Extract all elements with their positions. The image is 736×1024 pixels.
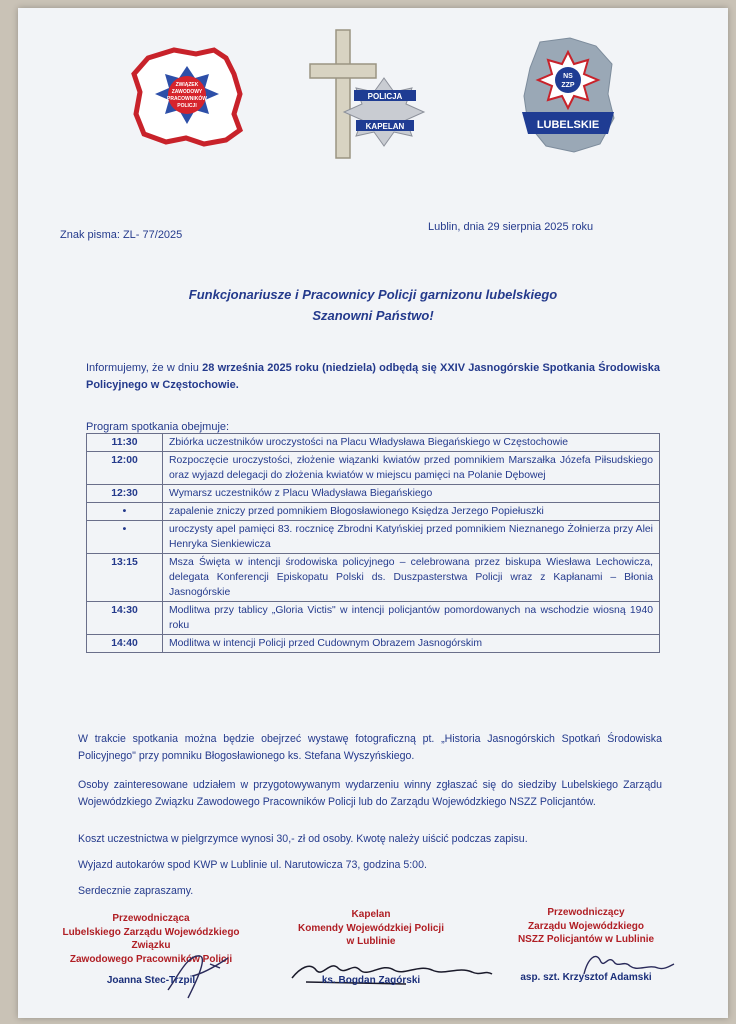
program-description: zapalenie zniczy przed pomnikiem Błogosławionego Księdza Jerzego Popiełuszki (163, 503, 660, 521)
table-row (87, 503, 660, 521)
departure-paragraph: Wyjazd autokarów spod KWP w Lublinie ul. Narutowicza 73, godzina 5:00. (78, 859, 427, 871)
program-description: Wymarsz uczestników z Placu Władysława Biegańskiego (163, 485, 660, 503)
cross-vertical-icon (336, 30, 350, 158)
closing-line: Serdecznie zapraszamy. (78, 885, 194, 897)
logo-text-line: POLICJI (177, 103, 197, 109)
program-table (86, 433, 660, 653)
cost-paragraph: Koszt uczestnictwa w pielgrzymce wynosi 30,- zł od osoby. Kwotę należy uiścić podczas zapisu. (78, 833, 528, 845)
logo-text-lubelskie: LUBELSKIE (536, 119, 600, 131)
table-row (87, 485, 660, 503)
zzpp-logo (130, 44, 246, 150)
table-row (87, 452, 660, 485)
table-row (87, 602, 660, 635)
signature-title-line: Zawodowego Pracowników Policji (69, 953, 233, 965)
program-description: Zbiórka uczestników uroczystości na Placu Władysława Biegańskiego w Częstochowie (163, 434, 660, 452)
document-page (18, 8, 728, 1018)
signatory-name-left: Joanna Stec-Trzpil (106, 975, 196, 986)
program-bullet: • (87, 503, 163, 521)
program-time: 14:40 (87, 635, 163, 653)
police-star-icon (344, 78, 424, 146)
handwritten-signature-left (158, 946, 238, 1002)
registration-paragraph: Osoby zainteresowane udziałem w przygotowywanym wydarzeniu winny zgłaszać się do siedziby Lubelskiego Zarządu Wojewódzkiego Związku Zawodowego Pracowników Policji lub do Zarządu Wojewódzkiego NSZZ Policjantów. (78, 779, 662, 808)
signature-title-line: Komendy Wojewódzkiej Policji (298, 922, 444, 934)
program-description: Msza Święta w intencji środowiska policyjnego – celebrowana przez biskupa Wiesława Lechowicza, delegata Konferencji Episkopatu Polski ds. Duszpasterstwa Policji wraz z Kapłanami – Błonia Jasnogórskie (163, 554, 660, 602)
logo-text-chaplain: KAPELAN (365, 122, 405, 131)
program-description: Rozpoczęcie uroczystości, złożenie wiązanki kwiatów przed pomnikiem Marszałka Józefa Piłsudskiego oraz wyjazd delegacji do złożenia kwiatów w miejscu pamięci na Polanie Dębowej (163, 452, 660, 485)
program-time: 12:00 (87, 452, 163, 485)
table-row (87, 434, 660, 452)
program-time: 12:30 (87, 485, 163, 503)
signature-title-middle (276, 908, 466, 949)
signature-title-line: Zarządu Wojewódzkiego (528, 920, 644, 932)
signature-title-line: Przewodniczący (547, 907, 625, 918)
logo-text-line: ZWIĄZEK (175, 82, 199, 88)
logo-text-line: ZZP (561, 82, 575, 89)
reference-number: Znak pisma: ZL- 77/2025 (60, 229, 183, 241)
signatory-name-right: asp. szt. Krzysztof Adamski (520, 972, 652, 983)
signature-title-right (486, 906, 686, 947)
table-row (87, 635, 660, 653)
program-description: Modlitwa w intencji Policji przed Cudownym Obrazem Jasnogórskim (163, 635, 660, 653)
intro-paragraph (86, 360, 660, 393)
program-heading: Program spotkania obejmuje: (86, 421, 230, 433)
program-description: uroczysty apel pamięci 83. rocznicę Zbrodni Katyńskiej przed pomnikiem Nieznanego Żołnierza przy Alei Henryka Sienkiewicza (163, 521, 660, 554)
exhibition-paragraph: W trakcie spotkania można będzie obejrzeć wystawę fotograficzną pt. „Historia Jasnogórskich Spotkań Środowiska Policyjnego" przy pomniku Błogosławionego ks. Stefana Wyszyńskiego. (78, 733, 662, 762)
logo-text-line: NS (563, 73, 573, 80)
program-time: 11:30 (87, 434, 163, 452)
signature-title-line: NSZZ Policjantów w Lublinie (517, 934, 655, 945)
program-time: 14:30 (87, 602, 163, 635)
signatory-name-middle: ks. Bogdan Zagórski (321, 975, 421, 986)
logo-text-police: POLICJA (367, 92, 403, 101)
signature-title-line: w Lublinie (346, 936, 396, 947)
program-description: Modlitwa przy tablicy „Gloria Victis" w intencji policjantów pomordowanych na wschodzie wiosną 1940 roku (163, 602, 660, 635)
salutation: Szanowni Państwo! (312, 308, 434, 323)
table-row (87, 521, 660, 554)
intro-text: Informujemy, że w dniu (86, 362, 203, 374)
cross-horizontal-icon (310, 64, 376, 78)
letter-title: Funkcjonariusze i Pracownicy Policji garnizonu lubelskiego (188, 287, 558, 302)
chaplain-logo (306, 26, 430, 160)
logo-text-line: ZAWODOWY (171, 89, 203, 95)
emblem-circle-icon (555, 67, 581, 93)
signature-title-line: Lubelskiego Zarządu Wojewódzkiego Związku (62, 926, 240, 951)
nszzp-lubelskie-logo (516, 34, 620, 158)
logo-text-line: PRACOWNIKÓW (167, 96, 207, 102)
signature-title-line: Przewodnicząca (112, 913, 190, 924)
program-bullet: • (87, 521, 163, 554)
intro-bold-text: 28 września 2025 roku (niedziela) odbędą się XXIV Jasnogórskie Spotkania Środowiska Policyjnego w Częstochowie. (86, 362, 661, 391)
signature-title-line: Kapelan (351, 909, 391, 920)
date-place: Lublin, dnia 29 sierpnia 2025 roku (428, 221, 594, 233)
program-time: 13:15 (87, 554, 163, 602)
table-row (87, 554, 660, 602)
